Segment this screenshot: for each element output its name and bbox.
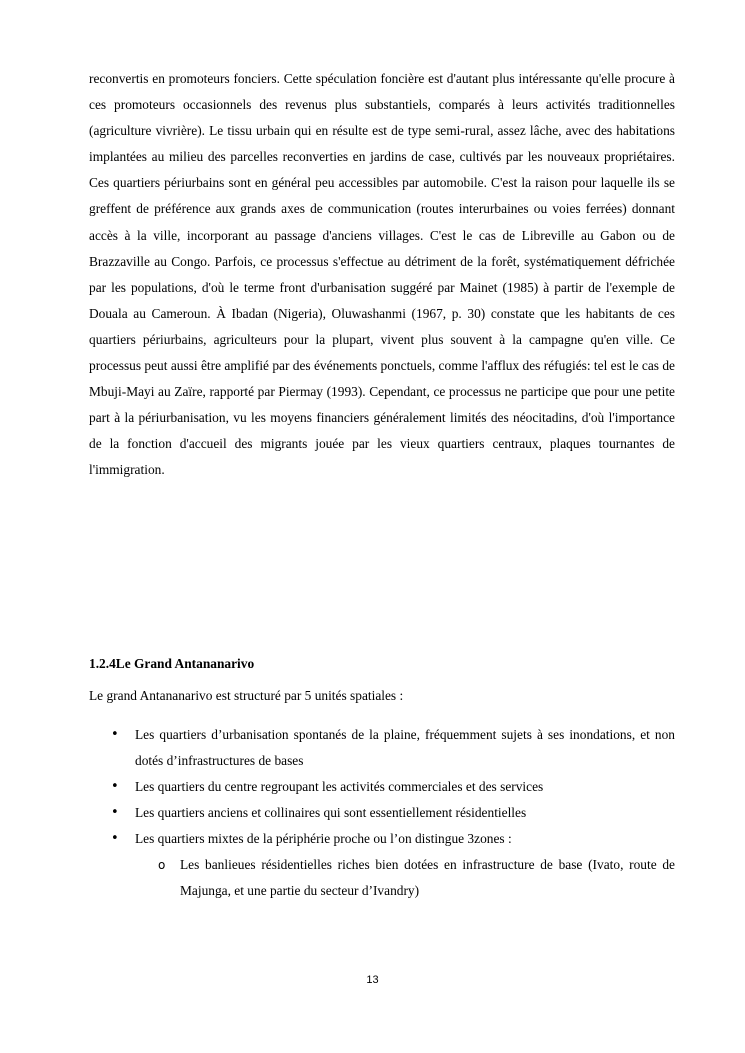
bullet-icon: • <box>111 727 119 742</box>
section-intro: Le grand Antananarivo est structuré par 5 unités spatiales : <box>89 688 404 703</box>
sub-list <box>135 852 675 904</box>
list-item-text: Les quartiers mixtes de la périphérie proche ou l’on distingue 3zones : <box>135 831 512 846</box>
spatial-units-list <box>89 722 675 904</box>
body-paragraph: reconvertis en promoteurs fonciers. Cette spéculation foncière est d'autant plus intéressante qu'elle procure à ces promoteurs occasionnels des revenus plus substantiels, comparés à leurs activités traditionnelles (agriculture vivrière). Le tissu urbain qui en résulte est de type semi-rural, assez lâche, avec des habitations implantées au milieu des parcelles reconverties en jardins de case, cultivés par les nouveaux propriétaires. Ces quartiers périurbains sont en général peu accessibles par automobile. C'est la raison pour laquelle ils se greffent de préférence aux grands axes de communication (routes interurbaines ou voies ferrées) donnant accès à la ville, incorporant au passage d'anciens villages. C'est le cas de Libreville au Gabon ou de Brazzaville au Congo. Parfois, ce processus s'effectue au détriment de la forêt, systématiquement défrichée par les populations, d'où le terme front d'urbanisation suggéré par Mainet (1985) à partir de l'exemple de Douala au Cameroun. À Ibadan (Nigeria), Oluwashanmi (1967, p. 30) constate que les habitants de ces quartiers périurbains, agriculteurs pour la plupart, vivent plus souvent à la campagne qu'en ville. Ce processus peut aussi être amplifié par des événements ponctuels, comme l'afflux des réfugiés: tel est le cas de Mbuji-Mayi au Zaïre, rapporté par Piermay (1993). Cependant, ce processus ne participe que pour une petite part à la périurbanisation, vu les moyens financiers généralement limités des néocitadins, d'où l'importance de la fonction d'accueil des migrants jouée par les vieux quartiers centraux, plaques tournantes de l'immigration. <box>89 71 675 478</box>
list-item <box>89 774 675 800</box>
list-item <box>89 722 675 774</box>
sub-list-item-text: Les banlieues résidentielles riches bien dotées en infrastructure de base (Ivato, route de Majunga, et une partie du secteur d’Ivandry) <box>180 857 675 898</box>
list-item-text: Les quartiers d’urbanisation spontanés de la plaine, fréquemment sujets à ses inondations, et non dotés d’infrastructures de bases <box>135 727 675 768</box>
section-heading: 1.2.4Le Grand Antananarivo <box>89 656 255 671</box>
bullet-icon: • <box>111 831 119 846</box>
bullet-icon: • <box>111 779 119 794</box>
bullet-icon: • <box>111 805 119 820</box>
list-item-text: Les quartiers du centre regroupant les activités commerciales et des services <box>135 779 544 794</box>
list-item <box>89 800 675 826</box>
list-item-text: Les quartiers anciens et collinaires qui sont essentiellement résidentielles <box>135 805 527 820</box>
page-number: 13 <box>366 974 379 986</box>
circle-bullet-icon: o <box>158 858 166 872</box>
list-item <box>89 826 675 904</box>
sub-list-item <box>135 852 675 904</box>
